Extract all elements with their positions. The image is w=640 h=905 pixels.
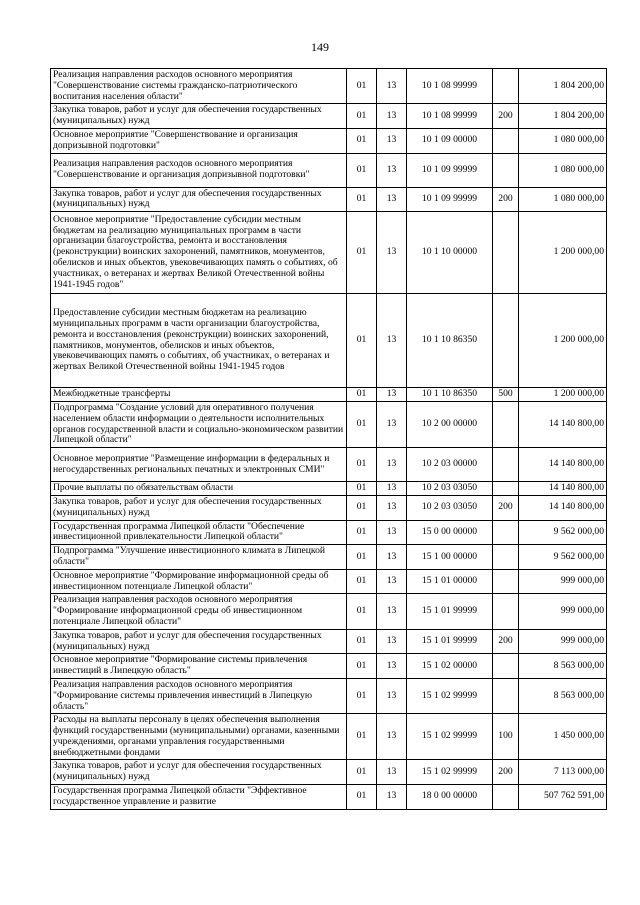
row-description: Основное мероприятие "Предоставление субсидии местным бюджетам на реализацию муниципальных программ в части организации благоустройства, ремонта и восстановления (реконструкции) воинских захоронений, памятников, монументов, обелисков и иных объектов, увековечивающих память о событиях, об участниках, о ветеранах и жертвах Великой Отечественной войны 1941-1945 годов" (51, 212, 347, 294)
row-description: Закупка товаров, работ и услуг для обеспечения государственных (муниципальных) нужд (51, 760, 347, 785)
table-row (51, 520, 607, 545)
row-target-code: 10 1 10 86350 (407, 294, 493, 388)
row-section: 01 (347, 401, 377, 447)
row-target-code: 15 1 01 99999 (407, 629, 493, 654)
row-description: Государственная программа Липецкой области "Эффективное государственное управление и развитие (51, 785, 347, 810)
row-description: Реализация направления расходов основного мероприятия "Совершенствование системы гражданско-патриотического воспитания населения области" (51, 69, 347, 104)
row-target-code: 10 1 09 99999 (407, 187, 493, 212)
row-subsection: 13 (377, 128, 407, 153)
table-row (51, 714, 607, 760)
table-row (51, 545, 607, 570)
row-expense-type: 100 (493, 714, 519, 760)
row-amount: 1 080 000,00 (519, 128, 607, 153)
row-description: Межбюджетные трансферты (51, 388, 347, 402)
row-description: Основное мероприятие "Формирование системы привлечения инвестиций в Липецкую область" (51, 654, 347, 679)
table-row (51, 785, 607, 810)
row-amount: 1 804 200,00 (519, 104, 607, 129)
row-description: Государственная программа Липецкой области "Обеспечение инвестиционной привлекательности Липецкой области" (51, 520, 347, 545)
row-subsection: 13 (377, 448, 407, 482)
table-row (51, 678, 607, 713)
row-subsection: 13 (377, 187, 407, 212)
row-description: Закупка товаров, работ и услуг для обеспечения государственных (муниципальных) нужд (51, 104, 347, 129)
row-subsection: 13 (377, 401, 407, 447)
row-amount: 14 140 800,00 (519, 482, 607, 496)
budget-table-body (51, 69, 607, 810)
table-row (51, 104, 607, 129)
table-row (51, 401, 607, 447)
row-target-code: 15 1 02 99999 (407, 714, 493, 760)
row-description: Расходы на выплаты персоналу в целях обеспечения выполнения функций государственными (муниципальными) органами, казенными учреждениями, органами управления государственными внебюджетными фондами (51, 714, 347, 760)
table-row (51, 187, 607, 212)
row-expense-type (493, 545, 519, 570)
row-expense-type (493, 69, 519, 104)
row-subsection: 13 (377, 388, 407, 402)
row-section: 01 (347, 654, 377, 679)
row-amount: 14 140 800,00 (519, 495, 607, 520)
row-description: Закупка товаров, работ и услуг для обеспечения государственных (муниципальных) нужд (51, 629, 347, 654)
row-expense-type (493, 401, 519, 447)
row-description: Закупка товаров, работ и услуг для обеспечения государственных (муниципальных) нужд (51, 187, 347, 212)
row-subsection: 13 (377, 714, 407, 760)
row-section: 01 (347, 785, 377, 810)
row-expense-type (493, 482, 519, 496)
row-amount: 7 113 000,00 (519, 760, 607, 785)
row-target-code: 15 1 02 00000 (407, 654, 493, 679)
row-target-code: 10 1 08 99999 (407, 104, 493, 129)
row-amount: 1 080 000,00 (519, 153, 607, 187)
row-amount: 1 200 000,00 (519, 388, 607, 402)
row-target-code: 10 2 03 03050 (407, 495, 493, 520)
row-description: Подпрограмма "Создание условий для оперативного получения населением области информации о деятельности исполнительных органов государственной власти и социально-экономическом развитии Липецкой области" (51, 401, 347, 447)
row-expense-type: 200 (493, 187, 519, 212)
table-row (51, 448, 607, 482)
budget-table (50, 68, 607, 810)
row-expense-type: 200 (493, 760, 519, 785)
row-section: 01 (347, 388, 377, 402)
row-description: Основное мероприятие "Размещение информации в федеральных и негосударственных региональных печатных и электронных СМИ" (51, 448, 347, 482)
row-expense-type (493, 654, 519, 679)
row-description: Реализация направления расходов основного мероприятия "Формирование системы привлечения инвестиций в Липецкую область" (51, 678, 347, 713)
row-target-code: 15 1 02 99999 (407, 760, 493, 785)
table-row (51, 495, 607, 520)
row-description: Подпрограмма "Улучшение инвестиционного климата в Липецкой области" (51, 545, 347, 570)
row-target-code: 10 2 00 00000 (407, 401, 493, 447)
row-description: Прочие выплаты по обязательствам области (51, 482, 347, 496)
row-expense-type: 500 (493, 388, 519, 402)
row-target-code: 15 1 02 99999 (407, 678, 493, 713)
row-section: 01 (347, 545, 377, 570)
row-amount: 1 450 000,00 (519, 714, 607, 760)
row-section: 01 (347, 212, 377, 294)
row-subsection: 13 (377, 678, 407, 713)
row-subsection: 13 (377, 482, 407, 496)
row-expense-type (493, 678, 519, 713)
row-expense-type (493, 569, 519, 594)
row-target-code: 15 1 01 99999 (407, 594, 493, 629)
row-expense-type (493, 594, 519, 629)
row-expense-type (493, 153, 519, 187)
table-row (51, 388, 607, 402)
row-expense-type (493, 785, 519, 810)
row-description: Закупка товаров, работ и услуг для обеспечения государственных (муниципальных) нужд (51, 495, 347, 520)
row-section: 01 (347, 760, 377, 785)
row-amount: 9 562 000,00 (519, 545, 607, 570)
row-expense-type (493, 128, 519, 153)
row-section: 01 (347, 520, 377, 545)
row-description: Основное мероприятие "Совершенствование и организация допризывной подготовки" (51, 128, 347, 153)
row-section: 01 (347, 294, 377, 388)
row-amount: 1 080 000,00 (519, 187, 607, 212)
table-row (51, 569, 607, 594)
row-target-code: 18 0 00 00000 (407, 785, 493, 810)
row-section: 01 (347, 482, 377, 496)
row-section: 01 (347, 594, 377, 629)
row-subsection: 13 (377, 760, 407, 785)
row-subsection: 13 (377, 495, 407, 520)
row-target-code: 10 1 08 99999 (407, 69, 493, 104)
table-row (51, 594, 607, 629)
table-row (51, 482, 607, 496)
row-target-code: 10 2 03 00000 (407, 448, 493, 482)
row-description: Основное мероприятие "Формирование информационной среды об инвестиционном потенциале Липецкой области" (51, 569, 347, 594)
row-amount: 999 000,00 (519, 569, 607, 594)
table-row (51, 654, 607, 679)
row-section: 01 (347, 104, 377, 129)
row-section: 01 (347, 629, 377, 654)
row-amount: 999 000,00 (519, 629, 607, 654)
row-subsection: 13 (377, 294, 407, 388)
row-amount: 1 804 200,00 (519, 69, 607, 104)
row-target-code: 15 0 00 00000 (407, 520, 493, 545)
row-subsection: 13 (377, 545, 407, 570)
row-section: 01 (347, 187, 377, 212)
row-target-code: 10 1 09 99999 (407, 153, 493, 187)
row-section: 01 (347, 569, 377, 594)
row-target-code: 10 1 09 00000 (407, 128, 493, 153)
table-row (51, 69, 607, 104)
row-amount: 9 562 000,00 (519, 520, 607, 545)
row-amount: 1 200 000,00 (519, 212, 607, 294)
table-row (51, 629, 607, 654)
row-subsection: 13 (377, 654, 407, 679)
row-subsection: 13 (377, 520, 407, 545)
row-section: 01 (347, 128, 377, 153)
row-amount: 1 200 000,00 (519, 294, 607, 388)
row-amount: 8 563 000,00 (519, 678, 607, 713)
row-subsection: 13 (377, 594, 407, 629)
row-section: 01 (347, 153, 377, 187)
table-row (51, 760, 607, 785)
row-amount: 999 000,00 (519, 594, 607, 629)
row-subsection: 13 (377, 104, 407, 129)
row-section: 01 (347, 714, 377, 760)
row-subsection: 13 (377, 569, 407, 594)
row-expense-type (493, 448, 519, 482)
row-target-code: 10 2 03 03050 (407, 482, 493, 496)
row-section: 01 (347, 69, 377, 104)
table-row (51, 153, 607, 187)
row-target-code: 15 1 01 00000 (407, 569, 493, 594)
row-subsection: 13 (377, 69, 407, 104)
row-expense-type: 200 (493, 495, 519, 520)
row-section: 01 (347, 448, 377, 482)
row-subsection: 13 (377, 629, 407, 654)
table-row (51, 212, 607, 294)
row-amount: 14 140 800,00 (519, 448, 607, 482)
row-amount: 507 762 591,00 (519, 785, 607, 810)
row-target-code: 10 1 10 00000 (407, 212, 493, 294)
table-row (51, 294, 607, 388)
row-expense-type: 200 (493, 104, 519, 129)
row-section: 01 (347, 678, 377, 713)
row-description: Предоставление субсидии местным бюджетам на реализацию муниципальных программ в части организации благоустройства, ремонта и восстановления (реконструкции) воинских захоронений, памятников, монументов, обелисков и иных объектов, увековечивающих память о событиях, об участниках, о ветеранах и жертвах Великой Отечественной войны 1941-1945 годов (51, 294, 347, 388)
row-expense-type (493, 212, 519, 294)
row-expense-type: 200 (493, 629, 519, 654)
row-amount: 8 563 000,00 (519, 654, 607, 679)
page-number: 149 (311, 40, 329, 54)
row-subsection: 13 (377, 785, 407, 810)
row-subsection: 13 (377, 153, 407, 187)
row-amount: 14 140 800,00 (519, 401, 607, 447)
row-section: 01 (347, 495, 377, 520)
row-expense-type (493, 520, 519, 545)
row-expense-type (493, 294, 519, 388)
row-target-code: 10 1 10 86350 (407, 388, 493, 402)
row-description: Реализация направления расходов основного мероприятия "Формирование информационной среды об инвестиционном потенциале Липецкой области" (51, 594, 347, 629)
row-description: Реализация направления расходов основного мероприятия "Совершенствование и организация допризывной подготовки" (51, 153, 347, 187)
row-subsection: 13 (377, 212, 407, 294)
table-row (51, 128, 607, 153)
row-target-code: 15 1 00 00000 (407, 545, 493, 570)
